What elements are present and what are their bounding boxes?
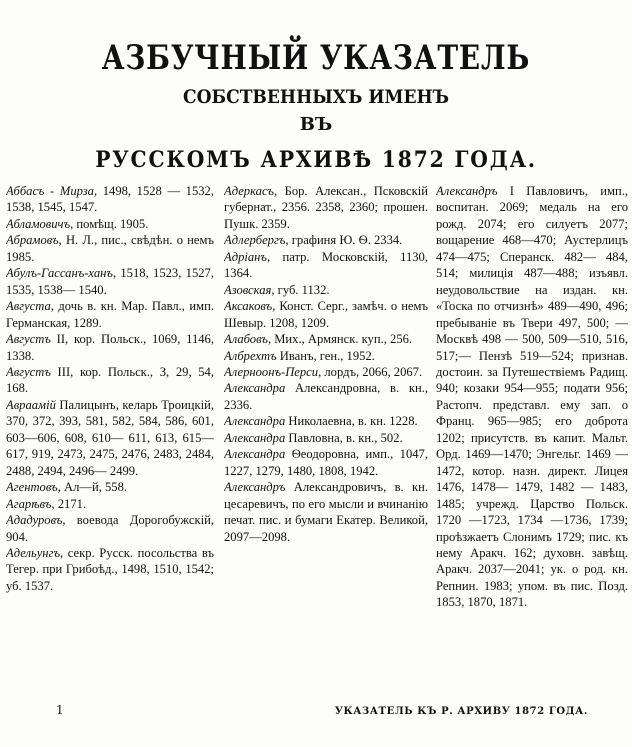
index-entry <box>6 545 214 594</box>
entry-name: Агентовъ <box>6 480 58 495</box>
index-entry <box>6 232 214 265</box>
page-subtitle: СОБСТВЕННЫХЪ ИМЕНЪ <box>182 86 450 108</box>
entry-name: Азовская <box>224 282 272 297</box>
entry-references: , помѣщ. 1905. <box>70 216 149 231</box>
entry-name: Аббасъ - Мирза <box>6 184 94 198</box>
index-entry <box>6 298 214 331</box>
index-entry <box>224 298 428 331</box>
index-entry <box>6 216 214 232</box>
entry-name: Абламовичъ <box>6 216 71 231</box>
entry-name: Александра <box>224 381 286 396</box>
entry-name: Александра <box>224 447 286 462</box>
index-entry <box>6 364 214 397</box>
entry-references: Ѳеодоровна, имп., 1047, 1227, 1279, 1480, 1808, 1942. <box>224 447 428 478</box>
index-entry <box>6 183 214 216</box>
entry-name: Абулъ-Гассанъ-ханъ <box>6 266 113 281</box>
index-column-3 <box>436 183 628 699</box>
index-entry <box>224 249 428 282</box>
index-entry <box>224 331 428 347</box>
entry-name: Адлербергъ <box>224 233 286 248</box>
entry-references: I Павловичъ, имп., воспитан. 2069; медаль на его рожд. 2074; его силуетъ 2077; вощарение 468—470; Аустерлицъ 474—475; Сперанск. 482— 484, 514; милиція 487—488; изъявл. неудовольствие на издан. кн. «Тоска по отчизнѣ» 489—490, 496; пребываніе въ Твери 497, 500; — Москвѣ 498 — 500, 509—510, 516, 517;— Пензѣ 519—524; признав. достоин. за Путешествіемъ Радищ. 940; козаки 954—955; подати 956; Растопч. представл. ему зап. о Франц. 965—985; его доброта 1202; присутств. въ капит. Мальт. Орд. 1469—1470; Энгельг. 1469 — 1472, котор. назн. директ. Лицея 1476, 1478— 1479, 1482 — 1483, 1485; учрежд. Царство Польск. 1720 —1723, 1734 —1736, 1739; проѣзжаетъ Слонимъ 1729; пис. къ нему Аракч. 162; духовн. завѣщ. Аракч. 2037—2041; ук. о род. кн. Репнин. 1983; упом. въ пис. Позд. 1853, 1870, 1871. <box>436 184 628 610</box>
index-entry <box>224 364 428 380</box>
journal-title: РУССКОМЪ АРХИВѢ 1872 ГОДА. <box>95 147 537 173</box>
index-entry <box>224 446 428 479</box>
entry-references: , графиня Ю. Ѳ. 2334. <box>285 233 403 248</box>
entry-references: II, кор. Польск., 1069, 1146, 1338. <box>6 332 214 363</box>
entry-references: III, кор. Польск., 3, 29, 54, 168. <box>6 364 214 396</box>
entry-references: , Н. Л., пис., свѣдѣн. о немъ 1985. <box>6 233 214 264</box>
entry-name: Адріанъ <box>224 249 267 264</box>
entry-references: Иванъ, ген., 1952. <box>276 348 375 363</box>
index-entry <box>6 397 214 479</box>
running-head: УКАЗАТЕЛЬ КЪ Р. АРХИВУ 1872 ГОДА. <box>334 706 588 717</box>
entry-name: Александра <box>224 430 286 445</box>
entry-references: Палицынъ, келарь Троицкій, 370, 372, 393, 581, 582, 584, 586, 601, 603—606, 608, 610— 611, 613, 615—617, 919, 2473, 2475, 2476, 2483, 2484, 2488, 2494, 2496— 2499. <box>6 397 214 478</box>
entry-name: Аксаковъ <box>224 299 273 314</box>
index-column-1 <box>6 183 214 699</box>
index-entry <box>224 380 428 413</box>
index-entry <box>224 183 428 232</box>
entry-references: Павловна, в. кн., 502. <box>285 430 403 445</box>
entry-references: , лордъ, 2066, 2067. <box>318 364 423 379</box>
entry-name: Албрехтъ <box>224 348 277 363</box>
entry-name: Авраамій <box>6 397 56 412</box>
index-entry <box>6 496 214 512</box>
entry-name: Алерноонъ-Перси <box>224 364 319 379</box>
page-title: АЗБУЧНЫЙ УКАЗАТЕЛЬ <box>101 38 531 78</box>
entry-references: , Конст. Серг., замѣч. о немъ Шевыр. 1208, 1209. <box>224 299 428 330</box>
index-entry <box>224 348 428 364</box>
index-entry <box>224 413 428 429</box>
index-column-2 <box>224 183 428 699</box>
entry-name: Абрамовъ <box>6 233 59 248</box>
entry-name: Августъ <box>6 364 51 379</box>
entry-references: , патр. Московскій, 1130, 1364. <box>224 249 428 281</box>
entry-references: , дочь в. кн. Мар. Павл., имп. Германская, 1289. <box>6 299 214 330</box>
index-entry <box>224 430 428 446</box>
entry-name: Александръ <box>224 480 286 495</box>
entry-name: Адеркасъ <box>224 184 274 198</box>
entry-references: , Бор. Алексан., Псковскій губернат., 2356. 2358, 2360; прошен. Пушк. 2359. <box>224 184 428 231</box>
index-entry <box>224 282 428 298</box>
entry-references: , 2171. <box>51 496 87 511</box>
entry-references: Александровна, в. кн., 2336. <box>224 381 428 412</box>
index-entry <box>6 331 214 364</box>
entry-name: Алабовъ <box>224 332 268 347</box>
entry-references: , воевода Дорогобужскій, 904. <box>6 513 214 544</box>
entry-name: Ададуровъ <box>6 513 63 528</box>
entry-references: , секр. Русск. посольства въ Тегер. при Грибоѣд., 1498, 1510, 1542; уб. 1537. <box>6 545 214 593</box>
entry-references: , Ал—й, 558. <box>57 480 128 495</box>
title-preposition: ВЪ <box>299 114 333 135</box>
entry-references: Александровичъ, в. кн. цесаревичъ, по его мысли и вчинанію печат. пис. и бумаги Екатер. Великой, 2097—2098. <box>224 480 428 544</box>
page-number: 1 <box>56 703 64 717</box>
index-entry <box>6 265 214 298</box>
entry-name: Адельунгъ <box>6 545 61 560</box>
entry-references: , Мих., Армянск. куп., 256. <box>267 332 413 347</box>
index-entry <box>436 183 628 611</box>
entry-name: Александръ <box>436 184 498 198</box>
entry-references: , губ. 1132. <box>271 282 330 297</box>
entry-name: Августа <box>6 299 51 314</box>
entry-name: Александра <box>224 414 286 429</box>
entry-name: Агарѣвъ <box>6 496 52 511</box>
entry-references: , 1518, 1523, 1527, 1535, 1538— 1540. <box>6 266 214 297</box>
entry-references: Николаевна, в. кн. 1228. <box>285 414 418 429</box>
entry-references: , 1498, 1528 — 1532, 1538, 1545, 1547. <box>6 184 214 215</box>
index-entry <box>6 479 214 495</box>
entry-name: Августъ <box>6 332 51 347</box>
index-entry <box>224 232 428 248</box>
index-entry <box>6 512 214 545</box>
index-entry <box>224 479 428 545</box>
